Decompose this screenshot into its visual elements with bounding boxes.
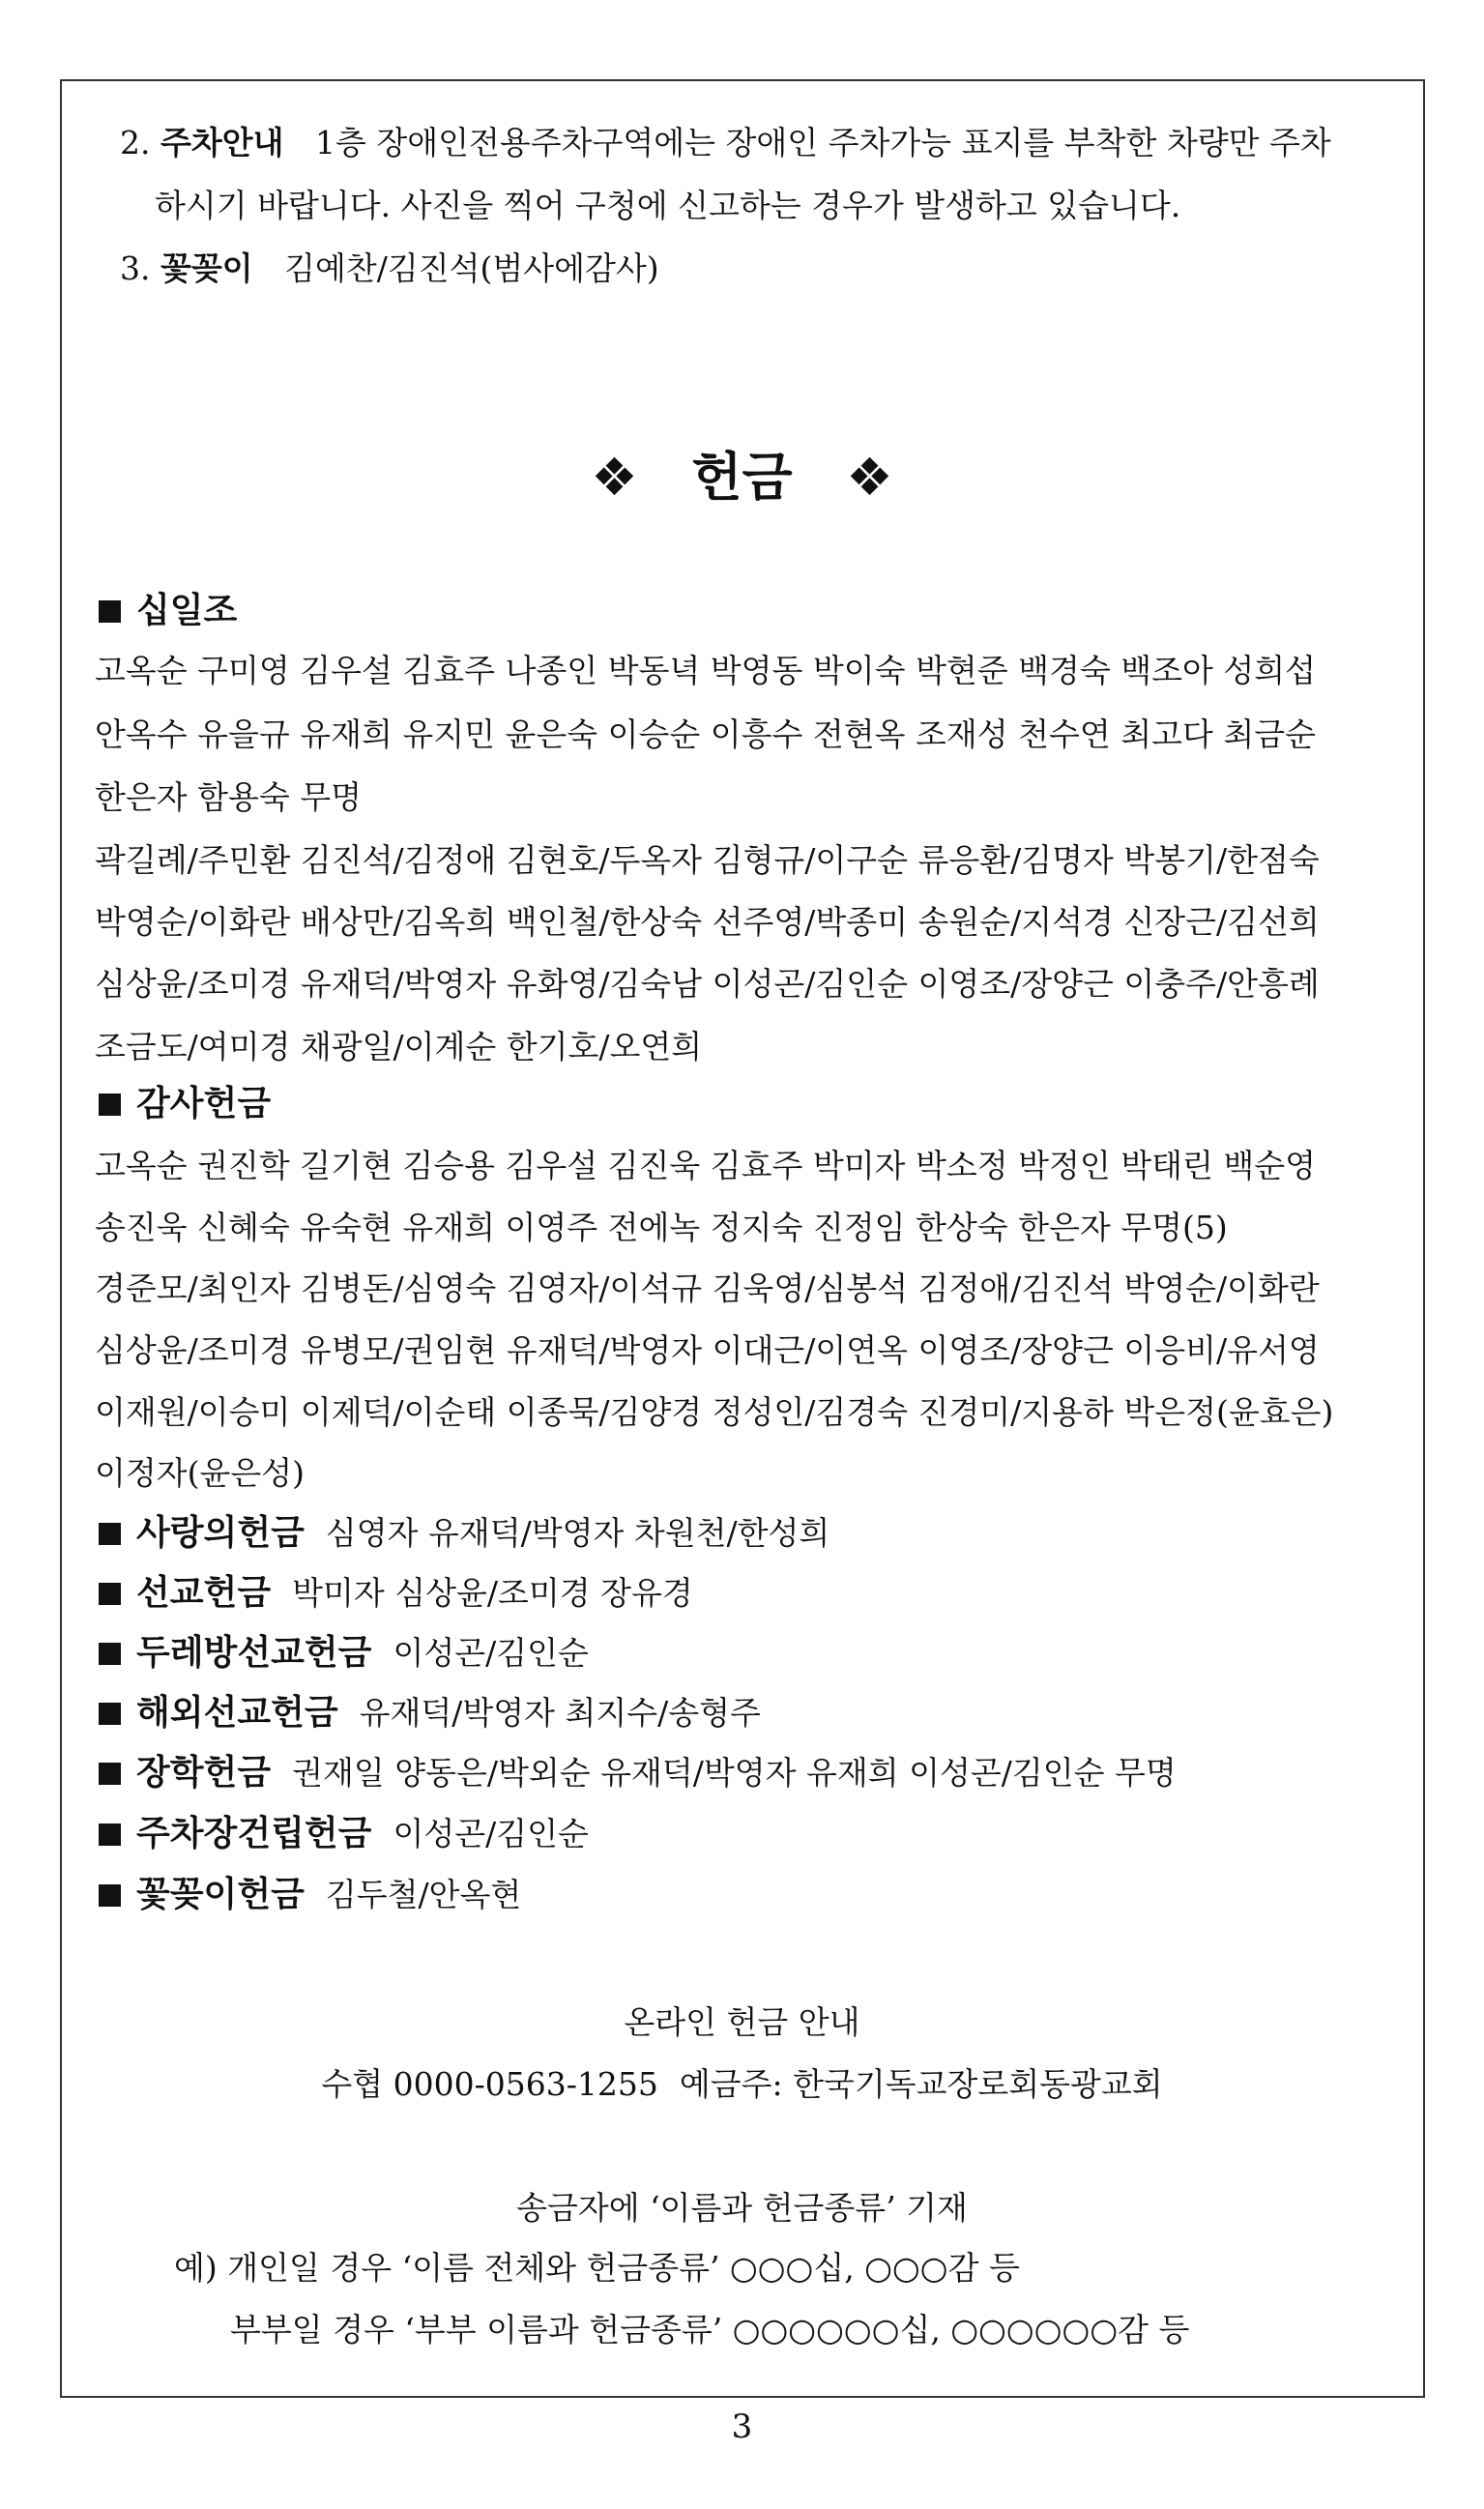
thanks-line: 경준모/최인자 김병돈/심영숙 김영자/이석규 김욱영/심봉석 김정애/김진석 박영순/이화란 (95, 1269, 1320, 1307)
square-bullet-icon (99, 1583, 121, 1605)
section-label: 장학헌금 (136, 1753, 272, 1793)
thanks-line: 심상윤/조미경 유병모/권임현 유재덕/박영자 이대근/이연옥 이영조/장양근 이응비/유서영 (95, 1331, 1320, 1369)
notice-text: 1층 장애인전용주차구역에는 장애인 주차가능 표지를 부착한 차량만 주차 (315, 124, 1331, 161)
tithe-line: 한은자 함용숙 무명 (95, 778, 363, 816)
thanks-line: 이정자(윤은성) (95, 1454, 306, 1492)
square-bullet-icon (99, 1094, 121, 1116)
diamond-ornament-icon: ❖ (591, 447, 638, 508)
section-love-offering (99, 1514, 829, 1553)
notice-number: 3. (120, 249, 151, 287)
section-names: 이성곤/김인순 (393, 1634, 589, 1672)
online-example-individual: 예) 개인일 경우 ‘이름 전체와 헌금종류’ ○○○십, ○○○감 등 (174, 2249, 1020, 2287)
notice-number: 2. (120, 124, 151, 161)
online-offering-title: 온라인 헌금 안내 (624, 2003, 860, 2041)
square-bullet-icon (99, 600, 121, 623)
section-label: 주차장건립헌금 (136, 1814, 372, 1853)
square-bullet-icon (99, 1823, 121, 1846)
square-bullet-icon (99, 1703, 121, 1725)
square-bullet-icon (99, 1523, 121, 1545)
section-scholarship-offering (99, 1754, 1177, 1793)
section-label: 해외선교헌금 (136, 1693, 338, 1733)
section-names: 김두철/안옥현 (325, 1876, 522, 1913)
section-names: 유재덕/박영자 최지수/송형주 (359, 1694, 761, 1732)
tithe-line: 고옥순 구미영 김우설 김효주 나종인 박동녁 박영동 박이숙 박현준 백경숙 백조아 성희섭 (95, 652, 1316, 689)
square-bullet-icon (99, 1884, 121, 1907)
offering-title-text: 헌금 (691, 447, 793, 508)
section-names: 이성곤/김인순 (393, 1815, 589, 1853)
tithe-line: 박영순/이화란 배상만/김옥희 백인철/한상숙 선주영/박종미 송원순/지석경 신장근/김선희 (95, 903, 1320, 941)
section-flower-offering (99, 1876, 521, 1914)
section-heading-tithe (99, 592, 237, 630)
section-overseas-offering (99, 1694, 761, 1733)
notice-label: 주차안내 (160, 124, 284, 161)
diamond-ornament-icon: ❖ (846, 447, 893, 508)
section-names: 박미자 심상윤/조미경 장유경 (292, 1574, 693, 1612)
section-label: 사랑의헌금 (136, 1513, 305, 1553)
section-label: 두레방선교헌금 (136, 1633, 372, 1673)
section-names: 권재일 양동은/박외순 유재덕/박영자 유재희 이성곤/김인순 무명 (292, 1754, 1177, 1792)
square-bullet-icon (99, 1763, 121, 1785)
online-instruction: 송금자에 ‘이름과 헌금종류’ 기재 (516, 2189, 968, 2227)
section-durebang-offering (99, 1634, 589, 1673)
notice-label: 꽃꽂이 (160, 249, 253, 287)
tithe-line: 조금도/여미경 채광일/이계순 한기호/오연희 (95, 1028, 703, 1065)
section-label: 감사헌금 (136, 1084, 272, 1123)
online-example-couple: 부부일 경우 ‘부부 이름과 헌금종류’ ○○○○○○십, ○○○○○○감 등 (230, 2311, 1190, 2349)
tithe-line: 심상윤/조미경 유재덕/박영자 유화영/김숙남 이성곤/김인순 이영조/장양근 이충주/안흥례 (95, 965, 1320, 1003)
section-label: 꽃꽂이헌금 (136, 1875, 305, 1914)
notice-flowers (120, 249, 659, 288)
thanks-line: 송진욱 신혜숙 유숙현 유재희 이영주 전에녹 정지숙 진정임 한상숙 한은자 무명(5) (95, 1209, 1228, 1246)
section-names: 심영자 유재덕/박영자 차원천/한성희 (325, 1514, 830, 1552)
section-mission-offering (99, 1574, 693, 1613)
notice-parking (120, 124, 1331, 162)
thanks-line: 고옥순 권진학 길기현 김승용 김우설 김진욱 김효주 박미자 박소정 박정인 박태린 백순영 (95, 1147, 1316, 1184)
page-number: 3 (731, 2407, 753, 2446)
section-parking-offering (99, 1815, 589, 1853)
account-number: 수협 0000-0563-1255 (321, 2065, 658, 2103)
offering-title (0, 447, 1484, 509)
section-heading-thanks (99, 1085, 271, 1123)
section-label: 십일조 (136, 591, 238, 630)
tithe-line: 안옥수 유을규 유재희 유지민 윤은숙 이승순 이흥수 전현옥 조재성 천수연 최고다 최금순 (95, 715, 1316, 753)
online-account (0, 2065, 1484, 2104)
notice-parking-line2: 하시기 바랍니다. 사진을 찍어 구청에 신고하는 경우가 발생하고 있습니다. (155, 187, 1181, 224)
thanks-line: 이재원/이승미 이제덕/이순태 이종묵/김양경 정성인/김경숙 진경미/지용하 박은정(윤효은) (95, 1393, 1334, 1431)
section-label: 선교헌금 (136, 1573, 272, 1613)
square-bullet-icon (99, 1643, 121, 1665)
notice-text: 김예찬/김진석(범사에감사) (284, 249, 659, 287)
tithe-line: 곽길례/주민환 김진석/김정애 김현호/두옥자 김형규/이구순 류응환/김명자 박봉기/한점숙 (95, 841, 1320, 879)
account-holder: 예금주: 한국기독교장로회동광교회 (679, 2065, 1163, 2103)
